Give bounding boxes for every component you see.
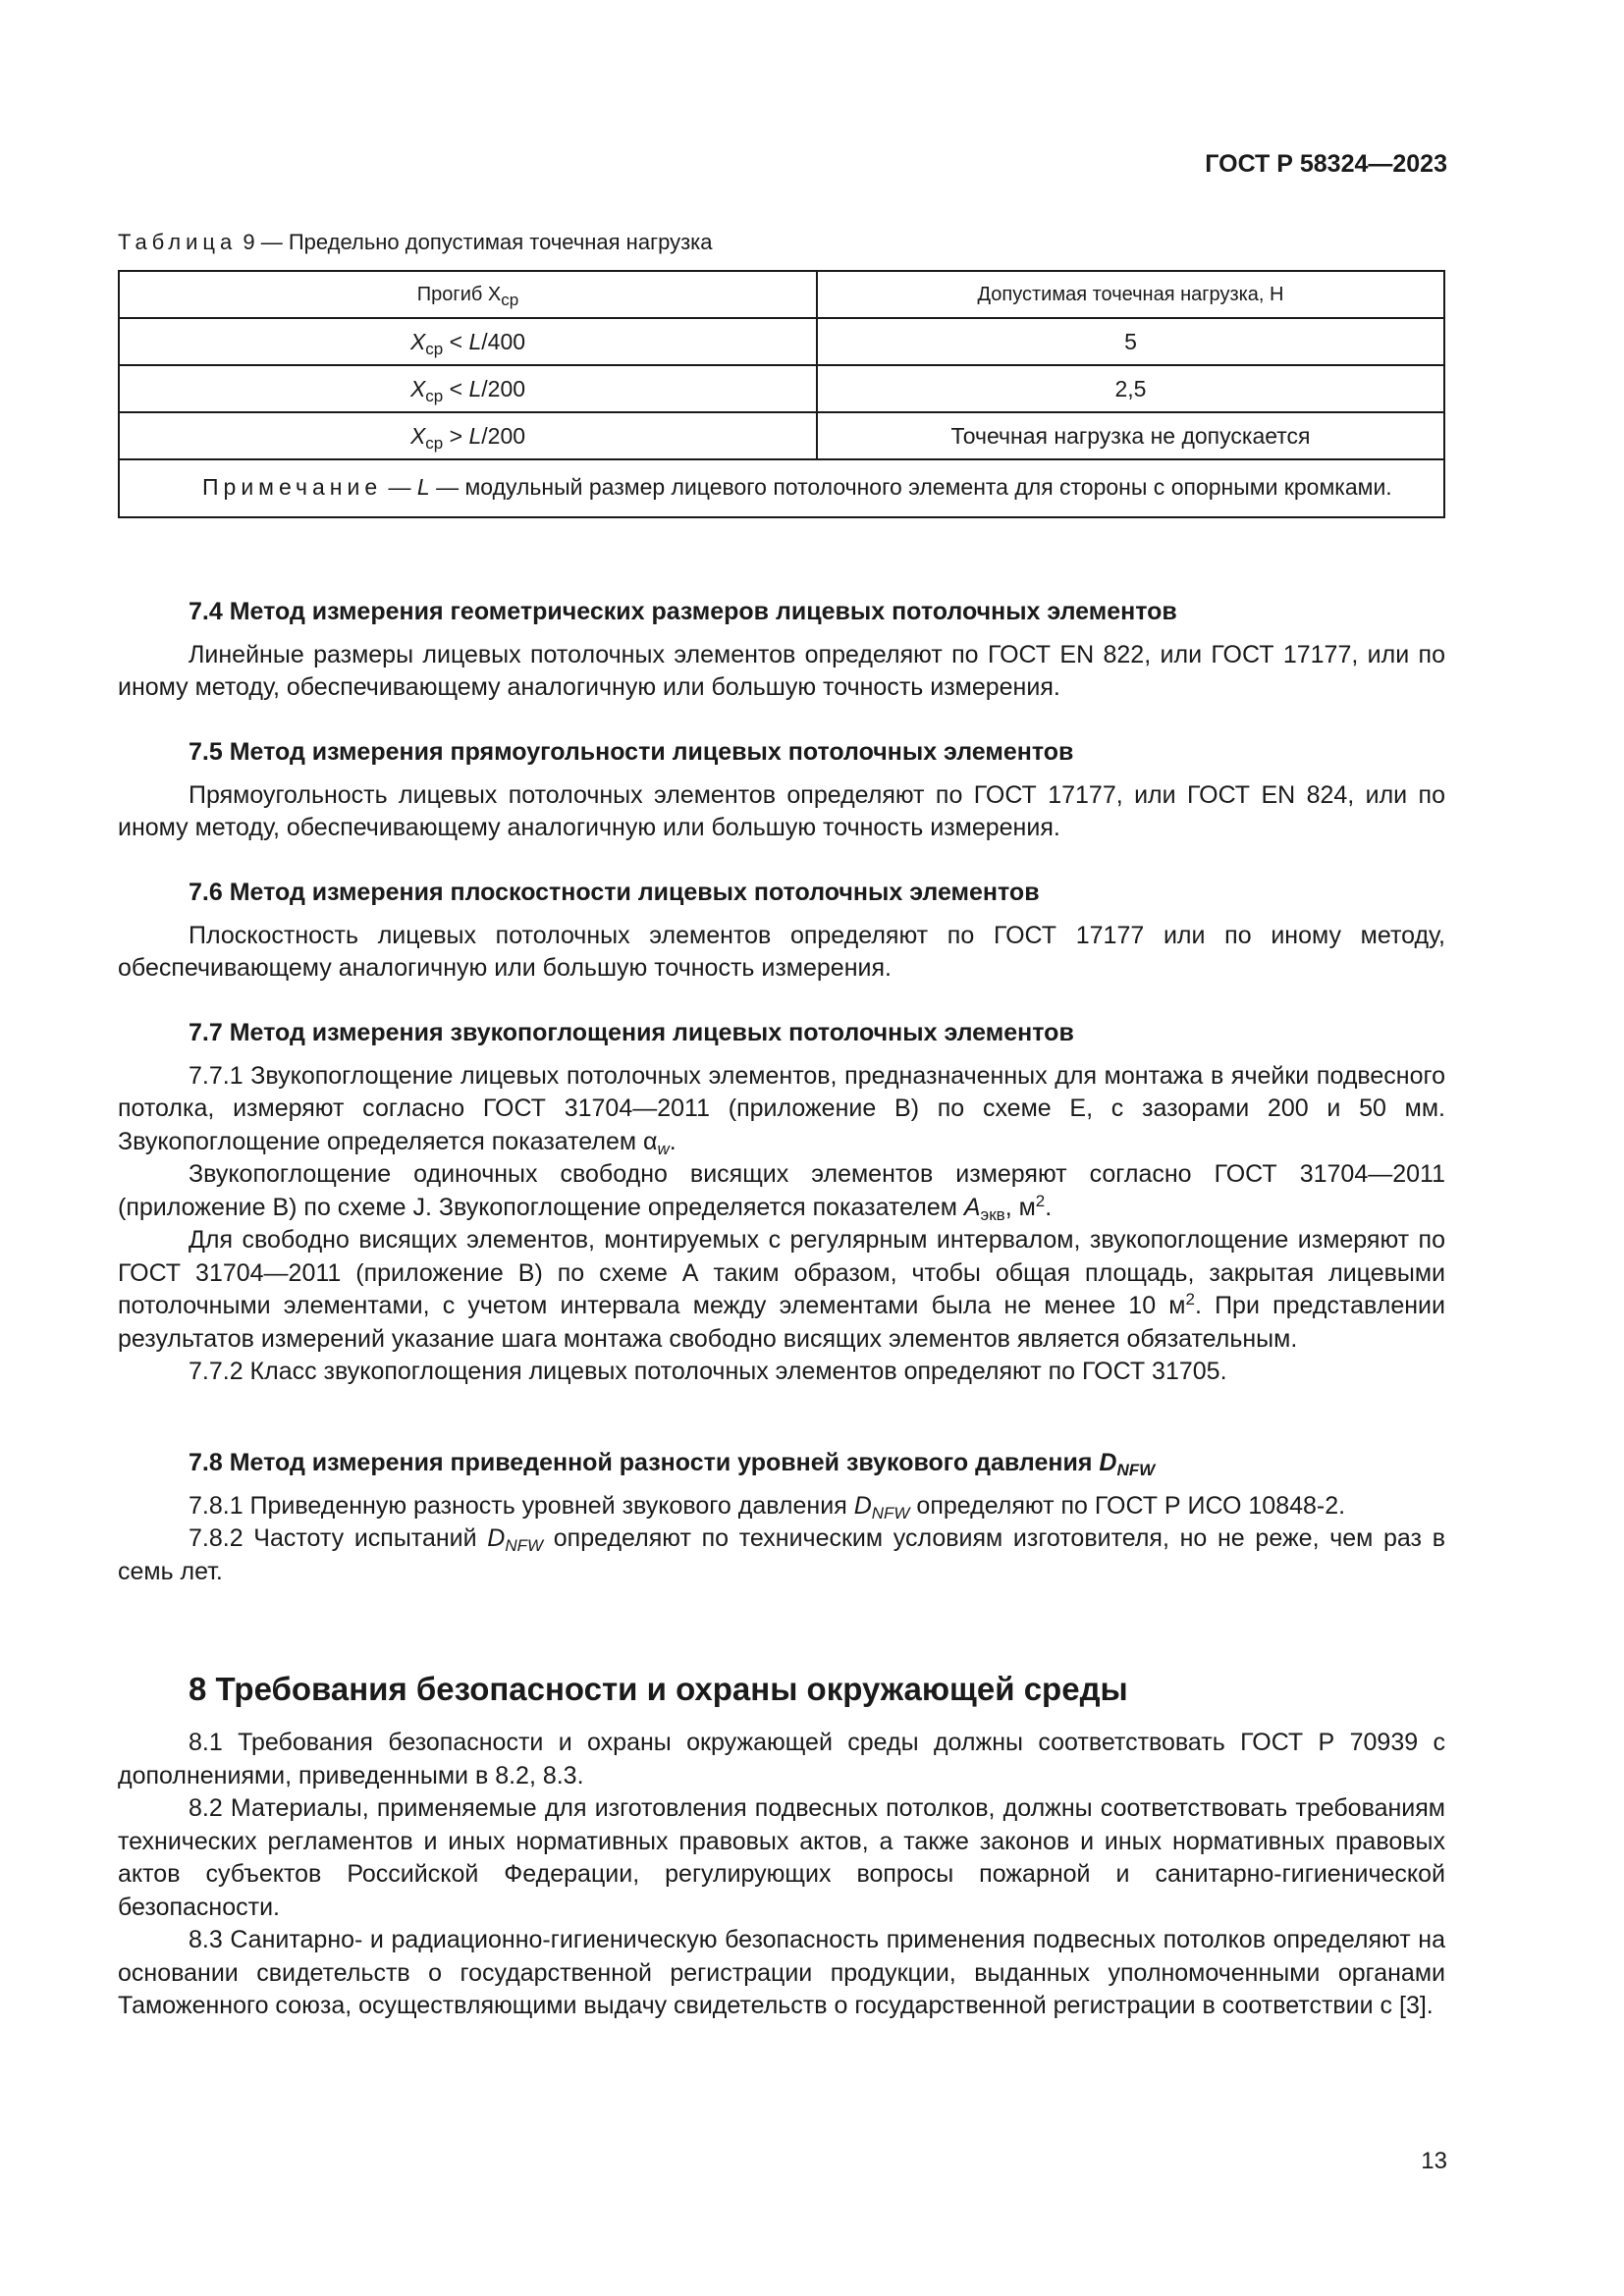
table-header-cell — [119, 271, 817, 318]
var-a-sub: экв — [980, 1204, 1005, 1224]
paragraph — [118, 1158, 1445, 1224]
paragraph: 7.7.2 Класс звукопоглощения лицевых потолочных элементов определяют по ГОСТ 31705. — [189, 1358, 1227, 1385]
section-heading: 7.4 Метод измерения геометрических размеров лицевых потолочных элементов — [189, 598, 1177, 625]
var-d-sub: NFW — [505, 1536, 544, 1555]
operator: < — [443, 328, 469, 354]
section-heading: 7.5 Метод измерения прямоугольности лицевых потолочных элементов — [189, 738, 1074, 766]
col1-header-sub: ср — [501, 290, 519, 309]
operator: > — [443, 422, 469, 449]
deflection-cell — [119, 412, 817, 459]
table-row — [119, 365, 1444, 412]
table-note — [119, 459, 1444, 517]
paragraph: 8.3 Санитарно- и радиационно-гигиеническую безопасность применения подвесных потолков определяют на основании свидетельств о государственной регистрации продукции, выданных уполномоченными органами Таможенного союза, осуществляющими выдачу свидетельств о государственной регистрации в соответствии с [3]. — [118, 1926, 1445, 2019]
page-number: 13 — [1421, 2148, 1447, 2174]
var-x: X — [409, 328, 426, 354]
point-load-table — [118, 270, 1445, 518]
paragraph: Плоскостность лицевых потолочных элементов определяют по ГОСТ 17177 или по иному методу, обеспечивающему аналогичную или большую точность измерения. — [118, 921, 1445, 982]
unit-sup: 2 — [1035, 1191, 1046, 1210]
operator: < — [443, 375, 469, 401]
section-heading: 7.7 Метод измерения звукопоглощения лицевых потолочных элементов — [189, 1019, 1074, 1046]
ratio: /200 — [481, 422, 526, 449]
unit-sup: 2 — [1185, 1290, 1195, 1308]
paragraph-text: . — [669, 1127, 677, 1155]
paragraph — [118, 1060, 1445, 1159]
paragraph-text: Для свободно висящих элементов, монтируемых с регулярным интервалом, звукопоглощение измеряют по ГОСТ 31704—2011 (приложение В) по схеме А таким образом, чтобы общая площадь, закрытая лицевыми потолочными элементами, с учетом интервала между элементами была не менее 10 м — [118, 1226, 1445, 1319]
table-note-row — [119, 459, 1444, 517]
heading-text: 7.8 Метод измерения приведенной разности уровней звукового давления — [189, 1449, 1100, 1476]
section-8 — [118, 1670, 1445, 2023]
ratio: /400 — [481, 328, 526, 354]
var-x: X — [409, 375, 426, 401]
note-label: Примечание — [202, 474, 383, 500]
load-cell: 2,5 — [817, 365, 1444, 412]
section-heading: 7.6 Метод измерения плоскостности лицевых потолочных элементов — [189, 879, 1040, 906]
var-l: L — [468, 328, 482, 354]
paragraph-text: . — [1045, 1193, 1053, 1221]
paragraph-text: Звукопоглощение одиночных свободно висящих элементов измеряют согласно ГОСТ 31704—2011 (приложение В) по схеме J. Звукопоглощение определяется показателем — [118, 1160, 1445, 1221]
chapter-heading: 8 Требования безопасности и охраны окружающей среды — [189, 1671, 1128, 1707]
var-d-sub: NFW — [1116, 1461, 1156, 1479]
col1-header-label: Прогиб X — [416, 283, 502, 305]
paragraph-text: 7.8.2 Частоту испытаний — [189, 1524, 488, 1552]
var-d: D — [487, 1524, 506, 1552]
table-row — [119, 412, 1444, 459]
table-header-row — [119, 271, 1444, 318]
paragraph — [118, 1224, 1445, 1356]
note-text: — модульный размер лицевого потолочного элемента для стороны с опорными кромками. — [429, 474, 1392, 500]
var-l: L — [468, 422, 482, 449]
deflection-cell — [119, 318, 817, 365]
var-x-sub: ср — [425, 386, 444, 405]
section-7-4 — [118, 596, 1445, 705]
var-l: L — [468, 375, 482, 401]
paragraph: Линейные размеры лицевых потолочных элементов определяют по ГОСТ EN 822, или ГОСТ 17177, или по иному методу, обеспечивающему аналогичную или большую точность измерения. — [118, 640, 1445, 701]
table-caption-text: 9 — Предельно допустимая точечная нагрузка — [237, 230, 713, 254]
paragraph-text: 7.8.1 Приведенную разность уровней звукового давления — [189, 1491, 854, 1520]
var-d-sub: NFW — [871, 1503, 910, 1522]
load-cell: Точечная нагрузка не допускается — [817, 412, 1444, 459]
alpha-sub: w — [657, 1139, 670, 1158]
unit: , м — [1004, 1193, 1036, 1221]
paragraph: 8.2 Материалы, применяемые для изготовления подвесных потолков, должны соответствовать требованиям технических регламентов и иных нормативных правовых актов, а также законов и иных нормативных правовых актов субъектов Российской Федерации, регулирующих вопросы пожарной и санитарно-гигиенической безопасности. — [118, 1794, 1445, 1921]
deflection-cell — [119, 365, 817, 412]
paragraph — [118, 1490, 1445, 1523]
table-row — [119, 318, 1444, 365]
var-x: X — [409, 422, 426, 449]
section-7-5 — [118, 736, 1445, 845]
section-heading — [118, 1447, 1445, 1480]
section-7-6 — [118, 877, 1445, 986]
ratio: /200 — [481, 375, 526, 401]
alpha-symbol: α — [643, 1127, 658, 1155]
paragraph-text: определяют по ГОСТ Р ИСО 10848-2. — [909, 1491, 1346, 1520]
section-7-8 — [118, 1447, 1445, 1588]
note-dash: — — [382, 474, 417, 500]
paragraph-text: . При представлении результатов измерений указание шага монтажа свободно висящих элементов является обязательным. — [118, 1292, 1445, 1353]
table-caption-label: Таблица — [118, 230, 238, 254]
note-var-l: L — [416, 474, 430, 500]
table-caption — [118, 230, 713, 255]
var-x-sub: ср — [425, 433, 444, 453]
var-d: D — [853, 1491, 872, 1520]
var-a: A — [963, 1193, 981, 1221]
paragraph — [118, 1522, 1445, 1588]
paragraph: 8.1 Требования безопасности и охраны окружающей среды должны соответствовать ГОСТ Р 70939 с дополнениями, приведенными в 8.2, 8.3. — [118, 1729, 1445, 1789]
var-d: D — [1099, 1449, 1117, 1476]
var-x-sub: ср — [425, 339, 444, 358]
paragraph-text: определяют по техническим условиям изготовителя, но не реже, чем раз в семь лет. — [118, 1524, 1445, 1585]
paragraph: Прямоугольность лицевых потолочных элементов определяют по ГОСТ 17177, или ГОСТ EN 824, или по иному методу, обеспечивающему аналогичную или большую точность измерения. — [118, 780, 1445, 841]
paragraph-text: 7.7.1 Звукопоглощение лицевых потолочных элементов, предназначенных для монтажа в ячейки подвесного потолка, измеряют согласно ГОСТ 31704—2011 (приложение В) по схеме Е, с зазорами 200 и 50 мм. Звукопоглощение определяется показателем — [118, 1061, 1445, 1155]
table-header-cell: Допустимая точечная нагрузка, Н — [817, 271, 1444, 318]
section-7-7 — [118, 1017, 1445, 1389]
document-id: ГОСТ Р 58324—2023 — [1205, 150, 1447, 178]
load-cell: 5 — [817, 318, 1444, 365]
